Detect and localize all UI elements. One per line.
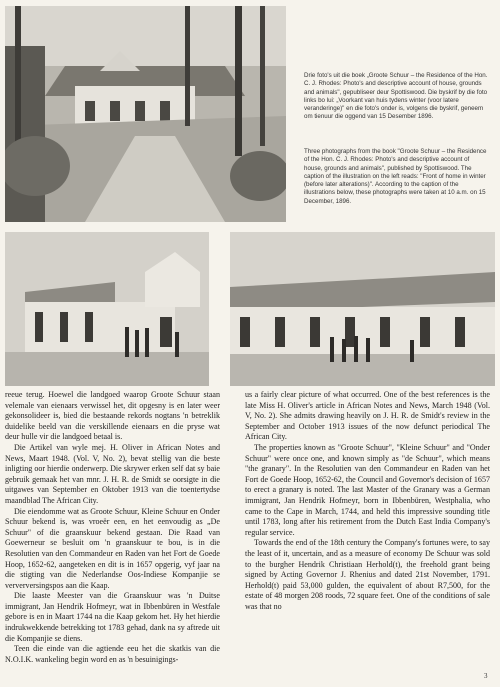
english-text-column	[245, 390, 490, 612]
page-number: 3	[484, 672, 488, 680]
caption-english: Three photographs from the book "Groote Schuur – the Residence of the Hon. C. J. Rhodes: Photo's and descriptive account of house, grounds and animals", published by Spottiswood. The caption of the illustration on the left reads: "Front of home in winter (before later alterations)". According to the caption of the illustrations below, these photographs were taken at 10 a.m. on 15 December, 1896.	[304, 148, 487, 205]
photo-house-courtyard-right	[230, 232, 495, 386]
afrikaans-text-column	[5, 390, 220, 665]
paragraph: Die laaste Meester van die Graanskuur was 'n Duitse immigrant, Jan Hendrik Hofmeyr, wat in Ibbenbüren in Westfale gebore is en in Maart 1744 na die Kaap gekom het. Hy het hierdie indrukwekkende betrekking tot 1783 gehad, dank na sy aftrede uit die Kompanjie se diens.	[5, 591, 220, 643]
paragraph: Towards the end of the 18th century the Company's fortunes were, to say the least of it, uncertain, and as a measure of economy De Schuur was sold to the burgher Hendrik Christiaan Herhold(t), the freehold grant being signed by Acting Governor J. Rhenius and dated 21st November, 1791. Herhold(t) paid 53,000 gulden, the equivalent of about R7,500, for the estate of 48 morgen 208 roods, 72 square feet. One of the conditions of sale was that no	[245, 538, 490, 611]
paragraph: Teen die einde van die agtiende eeu het die skatkis van die N.O.I.K. wankeling begin word en as 'n besuinigings-	[5, 644, 220, 664]
paragraph: The properties known as "Groote Schuur", "Kleine Schuur" and "Onder Schuur" were once one, and known simply as "de Schuur", which means "the granary". In the Resolutien van den Commandeur en Raden van het Fort de Goede Hoop, 1652-62, the Council and Governor's decision of 1657 to erect a granary is noted. The last Master of the Granary was a German immigrant, Jan Hendrik Hofmeyr, born in Ibbenbüren, Westphalia, who came to the Cape in March, 1744, and held this impressive sounding title until 1783, long after his retirement from the Dutch East India Company's regular service.	[245, 442, 490, 537]
caption-afrikaans: Drie foto's uit die boek „Groote Schuur – the Residence of the Hon. C. J. Rhodes: Photo's and descriptive account of house, grounds and animals", gepubliseer deur Spottiswood. Die byskrif by die foto links bo lui: „Voorkant van huis tydens winter (voor latere veranderinge)" en die foto's onder is, volgens die byskrif, geneem om tienuur die oggend van 15 Desember 1896.	[304, 72, 488, 121]
paragraph: reeue terug. Hoewel die landgoed waarop Groote Schuur staan velemale van eienaars verwissel het, dit opgesny is en later weer gekonsolideer is, bied die bestaande rekords nogtans 'n betreklik duidelike beeld van die verskillende eienaars en die pryse wat deur hulle vir die landgoed betaal is.	[5, 390, 220, 442]
paragraph: Die eiendomme wat as Groote Schuur, Kleine Schuur en Onder Schuur bekend is, was vroeër een, en het eenvoudig as „De Schuur" of die graanskuur bekend gestaan. Die Raad van Goewerneur se besluit om 'n graanskuur te bou, is in die Resolutien van den Commandeur en Raden van het Fort de Goede Hoop, 1652-62, aangeteken en dit is in 1657 opgerig, vyf jaar na die stigting van die Nederlandse Oos-Indiese Kompanjie se ververversingspos aan die Kaap.	[5, 506, 220, 590]
house-front-image	[5, 6, 286, 222]
courtyard-right-image	[230, 232, 495, 386]
photo-house-courtyard-left	[5, 232, 209, 386]
courtyard-left-image	[5, 232, 209, 386]
paragraph: us a fairly clear picture of what occurred. One of the best references is the late Miss H. Oliver's article in African Notes and News, March 1948 (Vol. V, No. 2). She admits drawing heavily on J. H. R. de Smidt's review in the September and October 1913 issues of the now defunct periodical The African City.	[245, 390, 490, 442]
paragraph: Die Artikel van wyle mej. H. Oliver in African Notes and News, Maart 1948. (Vol. V, No. 2), bevat stellig van die beste inligting oor hierdie onderwerp. Die skrywer erken self dat sy baie gebruik gemaak het van mnr. J. H. R. de Smidt se oorsigte in die uitgawes van September en Oktober 1913 van die toentertydse maandblad The African City.	[5, 442, 220, 505]
photo-house-front-winter	[5, 6, 286, 222]
